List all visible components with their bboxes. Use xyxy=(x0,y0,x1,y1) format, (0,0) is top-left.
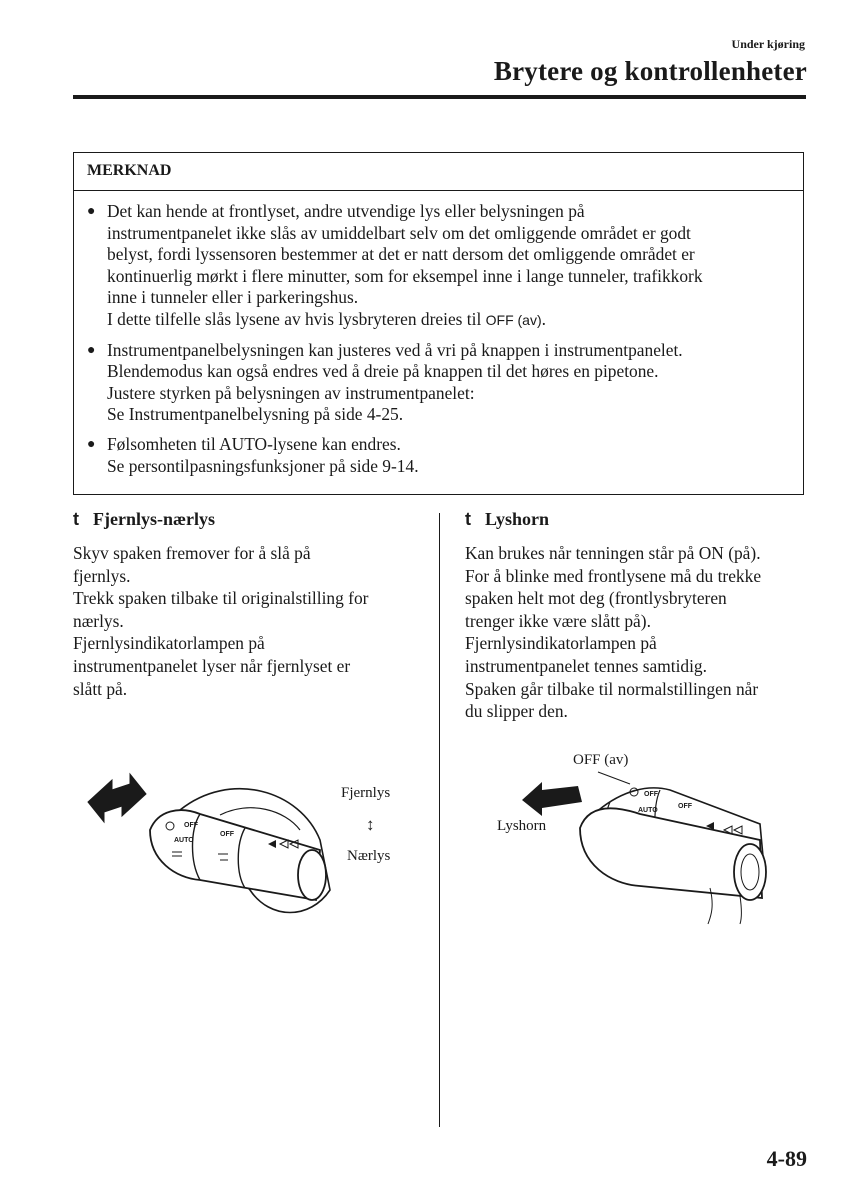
body-line: Trekk spaken tilbake til originalstilling for xyxy=(73,588,369,609)
switch-off-label: OFF xyxy=(678,803,692,810)
note-item xyxy=(87,339,791,426)
body-line: Fjernlysindikatorlampen på xyxy=(465,633,657,654)
switch-auto-label: AUTO xyxy=(174,837,194,844)
off-position-label: OFF (av) xyxy=(573,752,629,768)
note-line: Justere styrken på belysningen av instrumentpanelet: xyxy=(107,382,475,403)
push-pull-arrow-icon xyxy=(88,774,146,822)
bullet-icon: ● xyxy=(87,342,96,358)
switch-off-label: OFF xyxy=(220,831,234,838)
high-low-beam-illustration xyxy=(80,770,340,940)
note-line: Se Instrumentpanelbelysning på side 4-25. xyxy=(107,404,404,425)
switch-position-label: OFF (av) xyxy=(485,311,542,328)
pull-arrow-icon xyxy=(522,782,582,816)
right-body xyxy=(465,542,761,723)
low-beam-label: Nærlys xyxy=(347,848,391,864)
body-line: fjernlys. xyxy=(73,565,131,586)
body-line: instrumentpanelet tennes samtidig. xyxy=(465,655,707,676)
high-beam-label: Fjernlys xyxy=(341,785,391,801)
right-heading xyxy=(465,509,549,530)
note-text: I dette tilfelle slås lysene av hvis lysbryteren dreies til xyxy=(107,308,486,329)
switch-off-label: OFF xyxy=(184,822,198,829)
up-down-arrow-icon: ↕ xyxy=(366,815,375,834)
note-text: . xyxy=(541,308,546,329)
note-item xyxy=(87,433,791,477)
body-line: Kan brukes når tenningen står på ON (på). xyxy=(465,543,761,563)
left-heading-text: Fjernlys-nærlys xyxy=(93,509,215,529)
switch-auto-label: AUTO xyxy=(638,807,658,814)
body-line: Fjernlysindikatorlampen på xyxy=(73,633,265,654)
body-line: du slipper den. xyxy=(465,701,568,722)
body-line: nærlys. xyxy=(73,610,124,631)
right-heading-text: Lyshorn xyxy=(485,509,550,529)
title-rule xyxy=(73,95,806,99)
note-line: inne i tunneler eller i parkeringshus. xyxy=(107,287,359,308)
note-line: belyst, fordi lyssensoren bestemmer at det er natt dersom det omliggende området er xyxy=(107,244,695,265)
note-box xyxy=(73,152,804,495)
note-line: Instrumentpanelbelysningen kan justeres ved å vri på knappen i instrumentpanelet. xyxy=(107,339,683,360)
body-line: Skyv spaken fremover for å slå på xyxy=(73,543,311,563)
body-line: instrumentpanelet lyser når fjernlyset er xyxy=(73,655,351,676)
note-line: kontinuerlig mørkt i flere minutter, som for eksempel inne i lange tunneler, trafikkork xyxy=(107,265,703,286)
body-line: spaken helt mot deg (frontlysbryteren xyxy=(465,588,727,609)
bullet-icon: ● xyxy=(87,436,96,452)
section-marker-icon: t xyxy=(73,509,79,529)
body-line: slått på. xyxy=(73,678,128,699)
switch-off-label: OFF xyxy=(644,791,658,798)
page-title: Brytere og kontrollenheter xyxy=(493,56,807,86)
note-title: MERKNAD xyxy=(74,153,803,191)
note-line: instrumentpanelet ikke slås av umiddelbart selv om det omliggende området er godt xyxy=(107,222,691,243)
body-line: trenger ikke være slått på). xyxy=(465,610,651,631)
note-line: Det kan hende at frontlyset, andre utvendige lys eller belysningen på xyxy=(107,201,585,221)
page-number: 4-89 xyxy=(766,1146,807,1171)
note-line: Blendemodus kan også endres ved å dreie på knappen til det høres en pipetone. xyxy=(107,361,659,382)
left-body xyxy=(73,542,368,700)
note-item xyxy=(87,201,791,332)
note-line: Se persontilpasningsfunksjoner på side 9-14. xyxy=(107,455,419,476)
section-marker-icon: t xyxy=(465,509,471,529)
flash-illustration xyxy=(510,768,780,928)
left-heading xyxy=(73,509,215,530)
column-divider xyxy=(439,513,440,1127)
body-line: Spaken går tilbake til normalstillingen når xyxy=(465,678,759,699)
flash-label: Lyshorn xyxy=(497,818,547,834)
note-line: Følsomheten til AUTO-lysene kan endres. xyxy=(107,433,401,454)
section-label: Under kjøring xyxy=(731,37,805,51)
bullet-icon: ● xyxy=(87,204,96,219)
note-line xyxy=(107,309,791,332)
body-line: For å blinke med frontlysene må du trekke xyxy=(465,565,762,586)
note-list xyxy=(74,191,803,477)
